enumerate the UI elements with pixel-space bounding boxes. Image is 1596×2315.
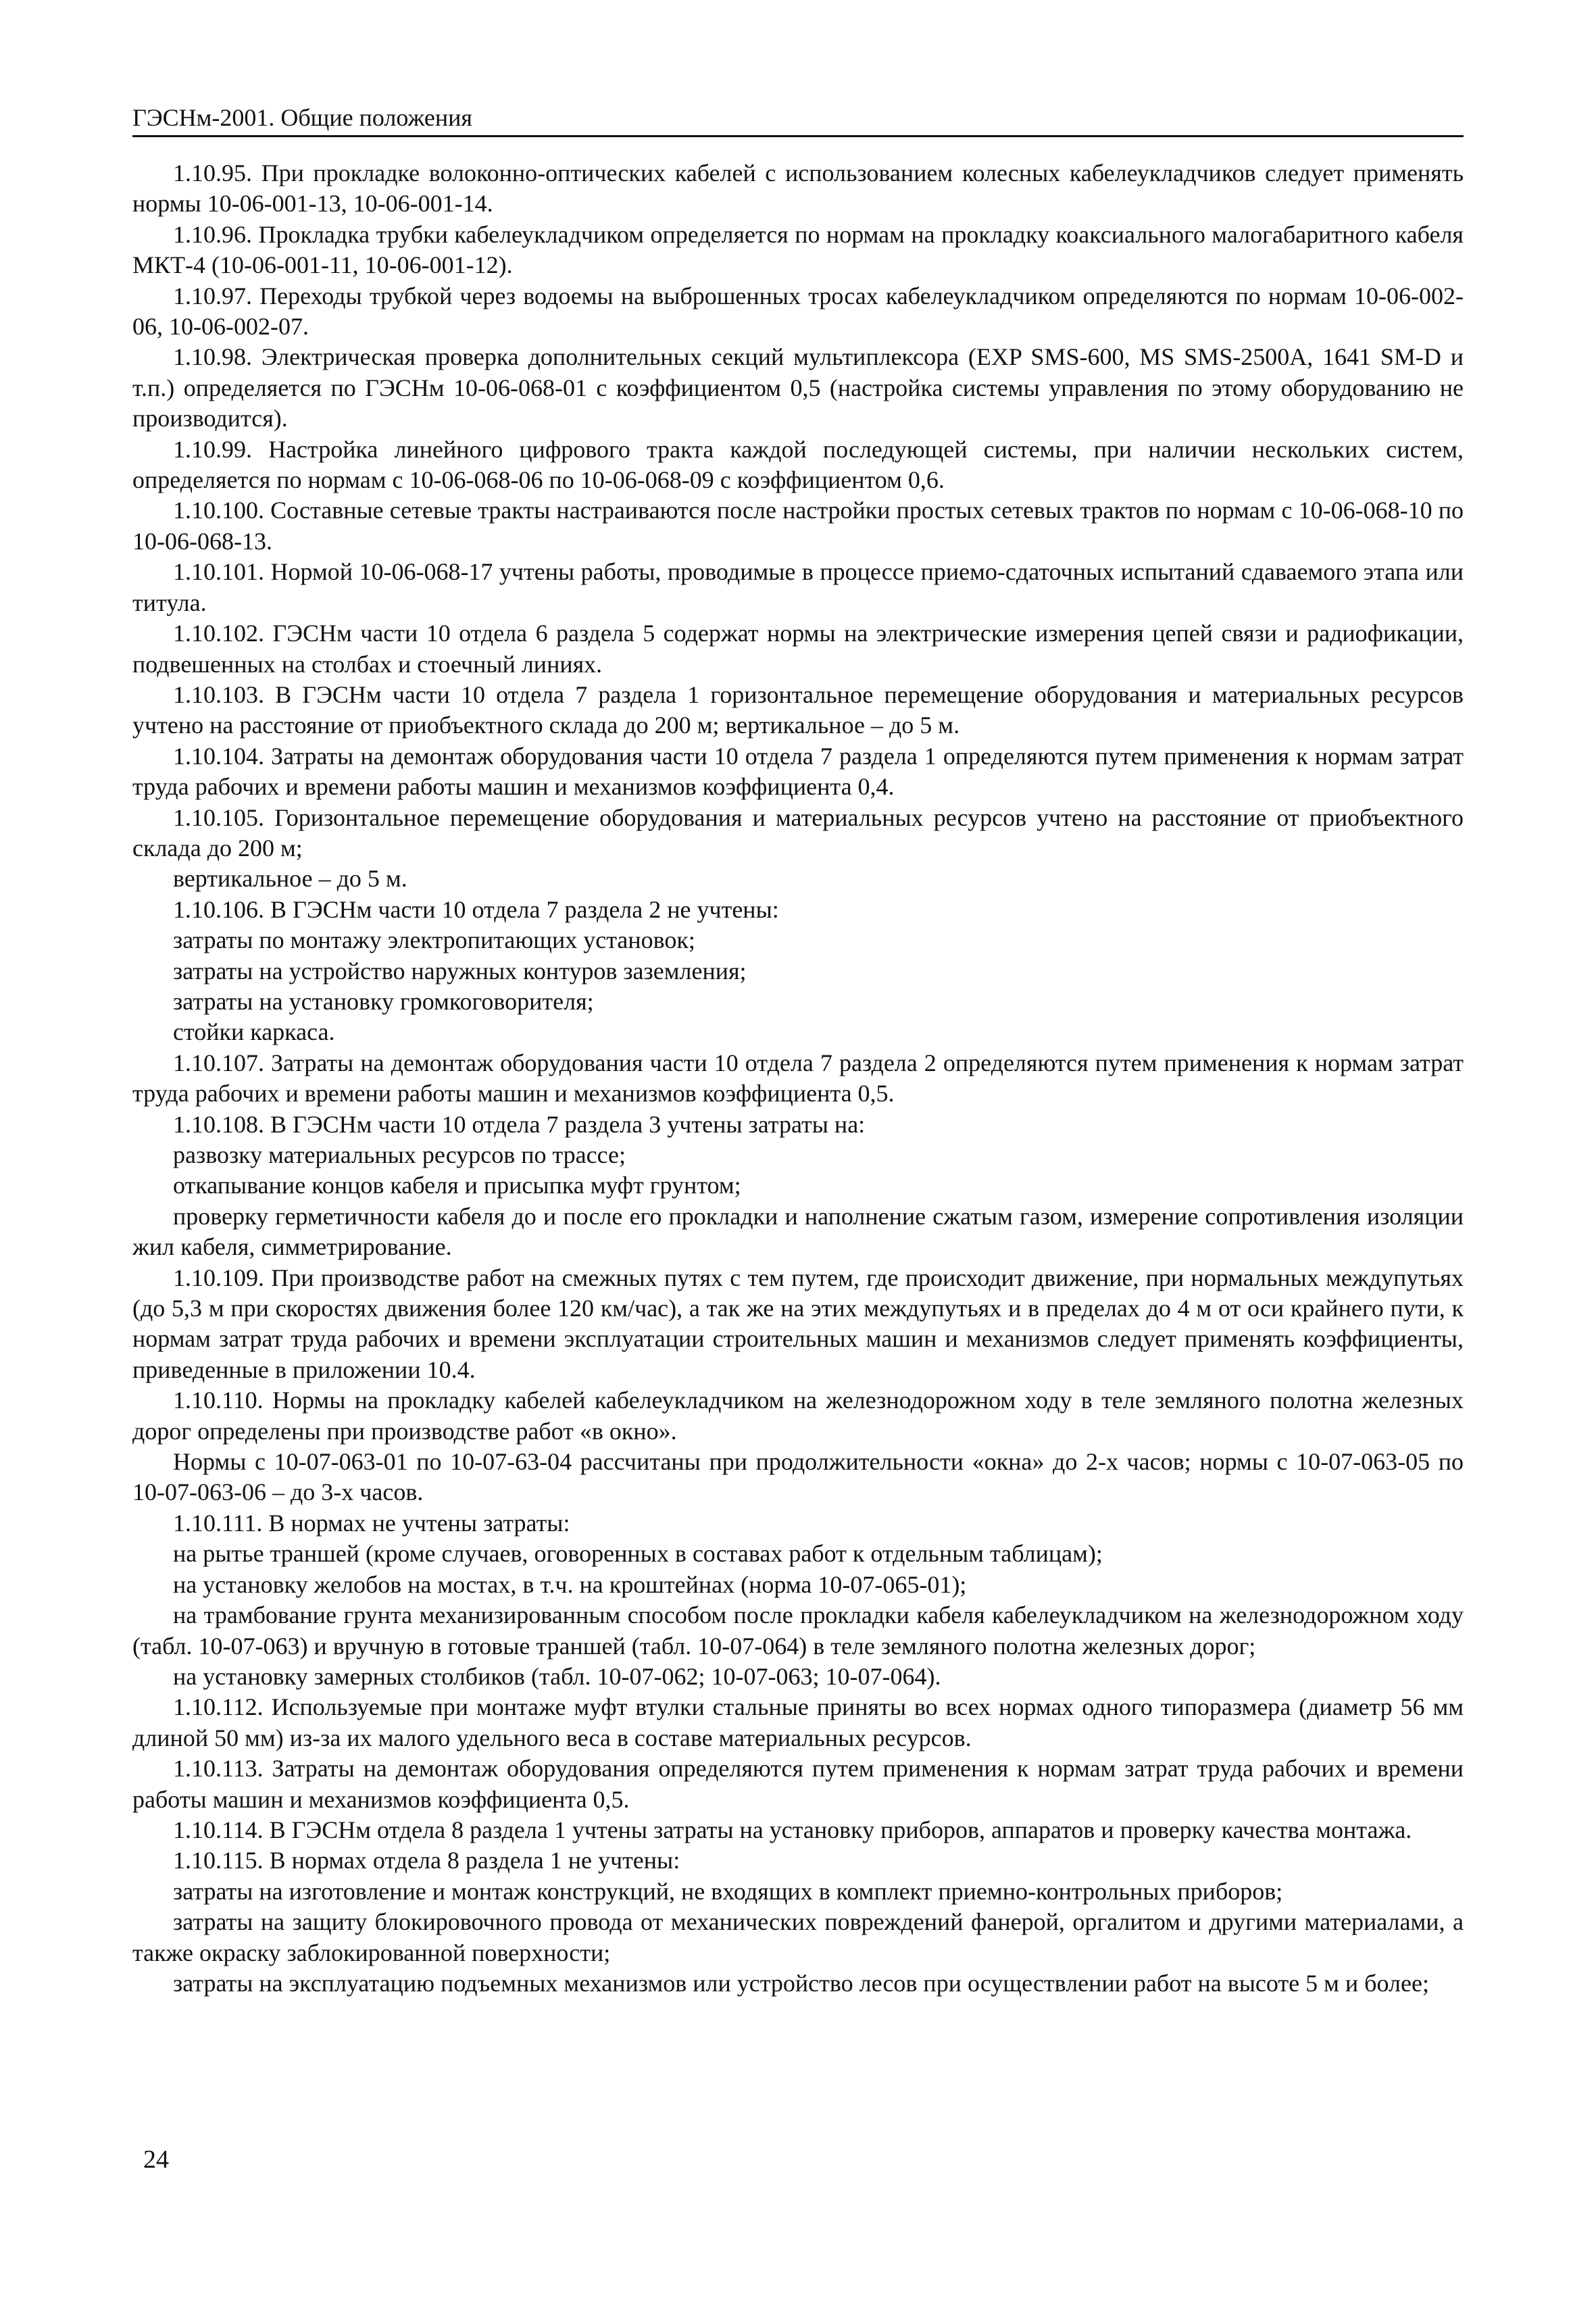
paragraph: 1.10.114. В ГЭСНм отдела 8 раздела 1 учтены затраты на установку приборов, аппаратов и проверку качества монтажа. [173,1816,1412,1843]
page-header: ГЭСНм-2001. Общие положения [132,101,1464,137]
paragraph: 1.10.102. ГЭСНм части 10 отдела 6 раздела 5 содержат нормы на электрические измерения цепей связи и радиофикации, подвешенных на столбах и стоечный линиях. [132,620,1464,678]
paragraph: 1.10.99. Настройка линейного цифрового тракта каждой последующей системы, при наличии нескольких систем, определяется по нормам с 10-06-068-06 по 10-06-068-09 с коэффициентом 0,6. [132,435,1464,494]
paragraph: развозку материальных ресурсов по трассе; [173,1141,626,1168]
paragraph: 1.10.111. В нормах не учтены затраты: [173,1509,570,1537]
paragraph: проверку герметичности кабеля до и после его прокладки и наполнение сжатым газом, измерение сопротивления изоляции жил кабеля, симметрирование. [132,1202,1464,1261]
paragraph: 1.10.95. При прокладке волоконно-оптических кабелей с использованием колесных кабелеукладчиков следует применять нормы 10-06-001-13, 10-06-001-14. [132,159,1464,218]
page-number: 24 [143,2145,169,2174]
paragraph: 1.10.112. Используемые при монтаже муфт втулки стальные приняты во всех нормах одного типоразмера (диаметр 56 мм длиной 50 мм) из-за их малого удельного веса в составе материальных ресурсов. [132,1693,1464,1751]
paragraph: 1.10.103. В ГЭСНм части 10 отдела 7 раздела 1 горизонтальное перемещение оборудования и материальных ресурсов учтено на расстояние от приобъектного склада до 200 м; вертикальное – до 5 м. [132,680,1464,739]
paragraph: 1.10.107. Затраты на демонтаж оборудования части 10 отдела 7 раздела 2 определяются путем применения к нормам затрат труда рабочих и времени работы машин и механизмов коэффициента 0,5. [132,1049,1464,1107]
paragraph: 1.10.108. В ГЭСНм части 10 отдела 7 раздела 3 учтены затраты на: [173,1110,866,1138]
paragraph: 1.10.97. Переходы трубкой через водоемы на выброшенных тросах кабелеукладчиком определяются по нормам 10-06-002-06, 10-06-002-07. [132,282,1464,341]
paragraph: затраты на изготовление и монтаж конструкций, не входящих в комплект приемно-контрольных приборов; [173,1877,1283,1905]
paragraph: на установку замерных столбиков (табл. 10-07-062; 10-07-063; 10-07-064). [173,1662,941,1690]
paragraph: затраты по монтажу электропитающих установок; [173,926,695,954]
paragraph: 1.10.109. При производстве работ на смежных путях с тем путем, где происходит движение, при нормальных междупутьях (до 5,3 м при скоростях движения более 120 км/час), а так же на этих междупутьях и в пределах до 4 м от оси крайнего пути, к нормам затрат труда рабочих и времени эксплуатации строительных машин и механизмов следует применять коэффициенты, приведенные в приложении 10.4. [132,1264,1464,1383]
paragraph: откапывание концов кабеля и присыпка муфт грунтом; [173,1172,741,1199]
paragraph: вертикальное – до 5 м. [173,865,407,893]
paragraph: 1.10.115. В нормах отдела 8 раздела 1 не учтены: [173,1847,680,1874]
paragraph: на рытье траншей (кроме случаев, оговоренных в составах работ к отдельным таблицам); [173,1540,1103,1568]
paragraph: Нормы с 10-07-063-01 по 10-07-63-04 рассчитаны при продолжительности «окна» до 2-х часов; нормы с 10-07-063-05 по 10-07-063-06 – до 3-х часов. [132,1448,1464,1506]
paragraph: 1.10.105. Горизонтальное перемещение оборудования и материальных ресурсов учтено на расстояние от приобъектного склада до 200 м; [132,803,1464,862]
paragraph: стойки каркаса. [173,1018,335,1046]
paragraph: на трамбование грунта механизированным способом после прокладки кабеля кабелеукладчиком на железнодорожном ходу (табл. 10-07-063) и вручную в готовые траншей (табл. 10-07-064) в теле земляного полотна железных дорог; [132,1601,1464,1660]
paragraph: 1.10.100. Составные сетевые тракты настраиваются после настройки простых сетевых трактов по нормам с 10-06-068-10 по 10-06-068-13. [132,497,1464,555]
paragraph: затраты на установку громкоговорителя; [173,987,594,1015]
paragraph: затраты на устройство наружных контуров заземления; [173,957,747,985]
document-body [132,158,1464,1999]
paragraph: на установку желобов на мостах, в т.ч. на кроштейнах (норма 10-07-065-01); [173,1570,967,1598]
paragraph: затраты на эксплуатацию подъемных механизмов или устройство лесов при осуществлении работ на высоте 5 м и более; [173,1969,1429,1997]
paragraph: 1.10.96. Прокладка трубки кабелеукладчиком определяется по нормам на прокладку коаксиального малогабаритного кабеля МКТ-4 (10-06-001-11, 10-06-001-12). [132,220,1464,279]
paragraph: 1.10.104. Затраты на демонтаж оборудования части 10 отдела 7 раздела 1 определяются путем применения к нормам затрат труда рабочих и времени работы машин и механизмов коэффициента 0,4. [132,742,1464,801]
paragraph: 1.10.113. Затраты на демонтаж оборудования определяются путем применения к нормам затрат труда рабочих и времени работы машин и механизмов коэффициента 0,5. [132,1755,1464,1813]
paragraph: 1.10.106. В ГЭСНм части 10 отдела 7 раздела 2 не учтены: [173,895,779,923]
paragraph: 1.10.98. Электрическая проверка дополнительных секций мультиплексора (EXP SMS-600, MS SMS-2500A, 1641 SM-D и т.п.) определяется по ГЭСНм 10-06-068-01 с коэффициентом 0,5 (настройка системы управления по этому оборудованию не производится). [132,343,1464,432]
paragraph: 1.10.101. Нормой 10-06-068-17 учтены работы, проводимые в процессе приемо-сдаточных испытаний сдаваемого этапа или титула. [132,558,1464,616]
paragraph: 1.10.110. Нормы на прокладку кабелей кабелеукладчиком на железнодорожном ходу в теле земляного полотна железных дорог определены при производстве работ «в окно». [132,1387,1464,1445]
paragraph: затраты на защиту блокировочного провода от механических повреждений фанерой, оргалитом и другими материалами, а также окраску заблокированной поверхности; [132,1908,1464,1966]
